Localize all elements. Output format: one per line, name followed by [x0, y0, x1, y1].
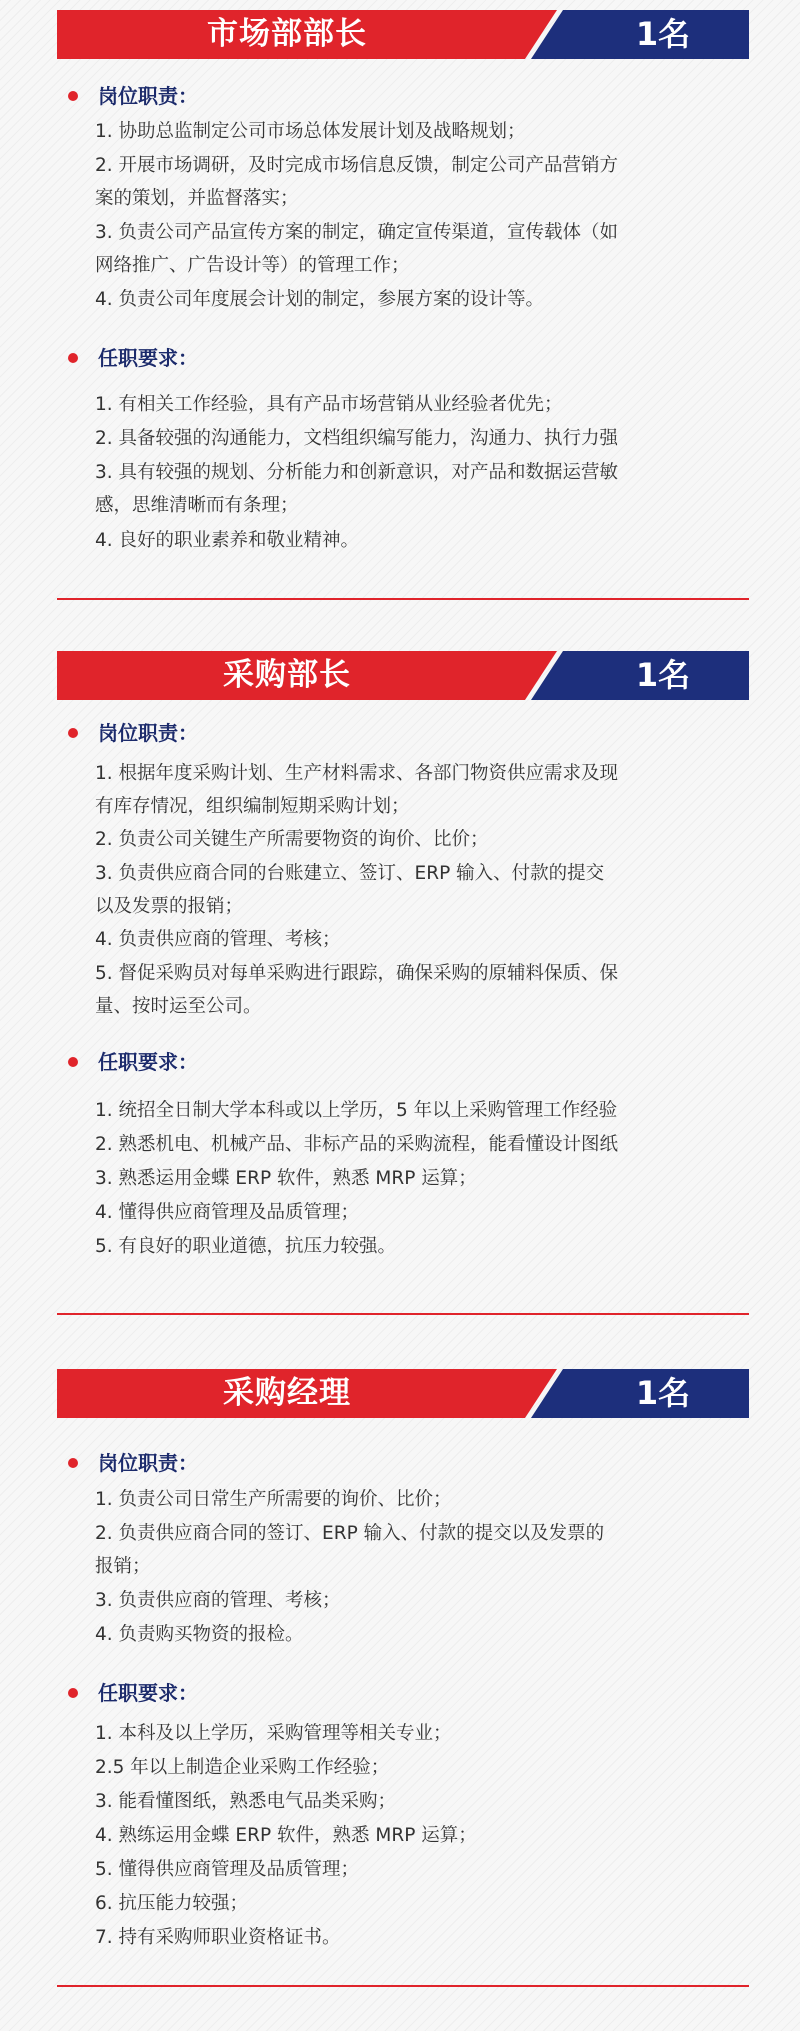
section-banner — [57, 1369, 749, 1418]
section-banner — [57, 10, 749, 59]
duty-item: 1. 协助总监制定公司市场总体发展计划及战略规划； — [95, 121, 526, 142]
requirement-item: 5. 懂得供应商管理及品质管理； — [95, 1859, 360, 1880]
duties-heading-label: 岗位职责： — [98, 1451, 198, 1475]
section-title: 采购部长 — [223, 657, 351, 693]
headcount: 1名 — [635, 656, 691, 694]
requirement-item: 7. 持有采购师职业资格证书。 — [95, 1927, 341, 1948]
duty-item: 4. 负责公司年度展会计划的制定，参展方案的设计等。 — [95, 289, 545, 310]
requirement-item: 4. 熟练运用金蝶 ERP 软件，熟悉 MRP 运算； — [95, 1825, 477, 1846]
bullet-icon — [68, 1057, 78, 1067]
duty-item: 4. 负责购买物资的报检。 — [95, 1624, 304, 1645]
requirement-item: 3. 具有较强的规划、分析能力和创新意识，对产品和数据运营敏 感，思维清晰而有条理； — [95, 462, 619, 516]
requirement-item: 4. 良好的职业素养和敬业精神。 — [95, 530, 360, 551]
requirements-heading-label: 任职要求： — [98, 346, 198, 370]
section-title: 市场部部长 — [207, 16, 367, 52]
duty-item: 2. 负责公司关键生产所需要物资的询价、比价； — [95, 829, 489, 850]
headcount: 1名 — [635, 1374, 691, 1412]
section-divider — [57, 598, 749, 600]
duty-item: 2. 开展市场调研，及时完成市场信息反馈，制定公司产品营销方 案的策划，并监督落实； — [95, 155, 619, 209]
requirement-item: 1. 统招全日制大学本科或以上学历，5 年以上采购管理工作经验 — [95, 1100, 618, 1121]
section-divider — [57, 1313, 749, 1315]
section-banner — [57, 651, 749, 700]
bullet-icon — [68, 91, 78, 101]
requirement-item: 2. 具备较强的沟通能力，文档组织编写能力，沟通力、执行力强 — [95, 428, 619, 449]
duty-item: 1. 根据年度采购计划、生产材料需求、各部门物资供应需求及现 有库存情况，组织编制短期采购计划； — [95, 763, 619, 817]
requirements-heading-label: 任职要求： — [98, 1050, 198, 1074]
requirement-item: 1. 有相关工作经验，具有产品市场营销从业经验者优先； — [95, 394, 563, 415]
requirement-item: 3. 熟悉运用金蝶 ERP 软件，熟悉 MRP 运算； — [95, 1168, 477, 1189]
duty-item: 3. 负责公司产品宣传方案的制定，确定宣传渠道，宣传载体（如 网络推广、广告设计等）的管理工作； — [95, 222, 619, 276]
requirement-item: 1. 本科及以上学历，采购管理等相关专业； — [95, 1723, 452, 1744]
requirement-item: 4. 懂得供应商管理及品质管理； — [95, 1202, 360, 1223]
duties-heading-label: 岗位职责： — [98, 84, 198, 108]
requirement-item: 3. 能看懂图纸，熟悉电气品类采购； — [95, 1791, 397, 1812]
headcount: 1名 — [635, 15, 691, 53]
bullet-icon — [68, 1458, 78, 1468]
section-divider — [57, 1985, 749, 1987]
requirement-item: 6. 抗压能力较强； — [95, 1893, 249, 1914]
bullet-icon — [68, 1688, 78, 1698]
requirement-item: 2.5 年以上制造企业采购工作经验； — [95, 1757, 390, 1778]
requirement-item: 5. 有良好的职业道德，抗压力较强。 — [95, 1236, 397, 1257]
duty-item: 4. 负责供应商的管理、考核； — [95, 929, 341, 950]
requirements-heading-label: 任职要求： — [98, 1681, 198, 1705]
duty-item: 3. 负责供应商合同的台账建立、签订、ERP 输入、付款的提交 以及发票的报销； — [95, 863, 605, 917]
requirement-item: 2. 熟悉机电、机械产品、非标产品的采购流程，能看懂设计图纸 — [95, 1134, 619, 1155]
duty-item: 5. 督促采购员对每单采购进行跟踪，确保采购的原辅料保质、保 量、按时运至公司。 — [95, 963, 619, 1017]
bullet-icon — [68, 353, 78, 363]
duty-item: 1. 负责公司日常生产所需要的询价、比价； — [95, 1489, 452, 1510]
bullet-icon — [68, 728, 78, 738]
duty-item: 3. 负责供应商的管理、考核； — [95, 1590, 341, 1611]
duty-item: 2. 负责供应商合同的签订、ERP 输入、付款的提交以及发票的 报销； — [95, 1523, 605, 1577]
duties-heading-label: 岗位职责： — [98, 721, 198, 745]
section-title: 采购经理 — [223, 1375, 351, 1411]
